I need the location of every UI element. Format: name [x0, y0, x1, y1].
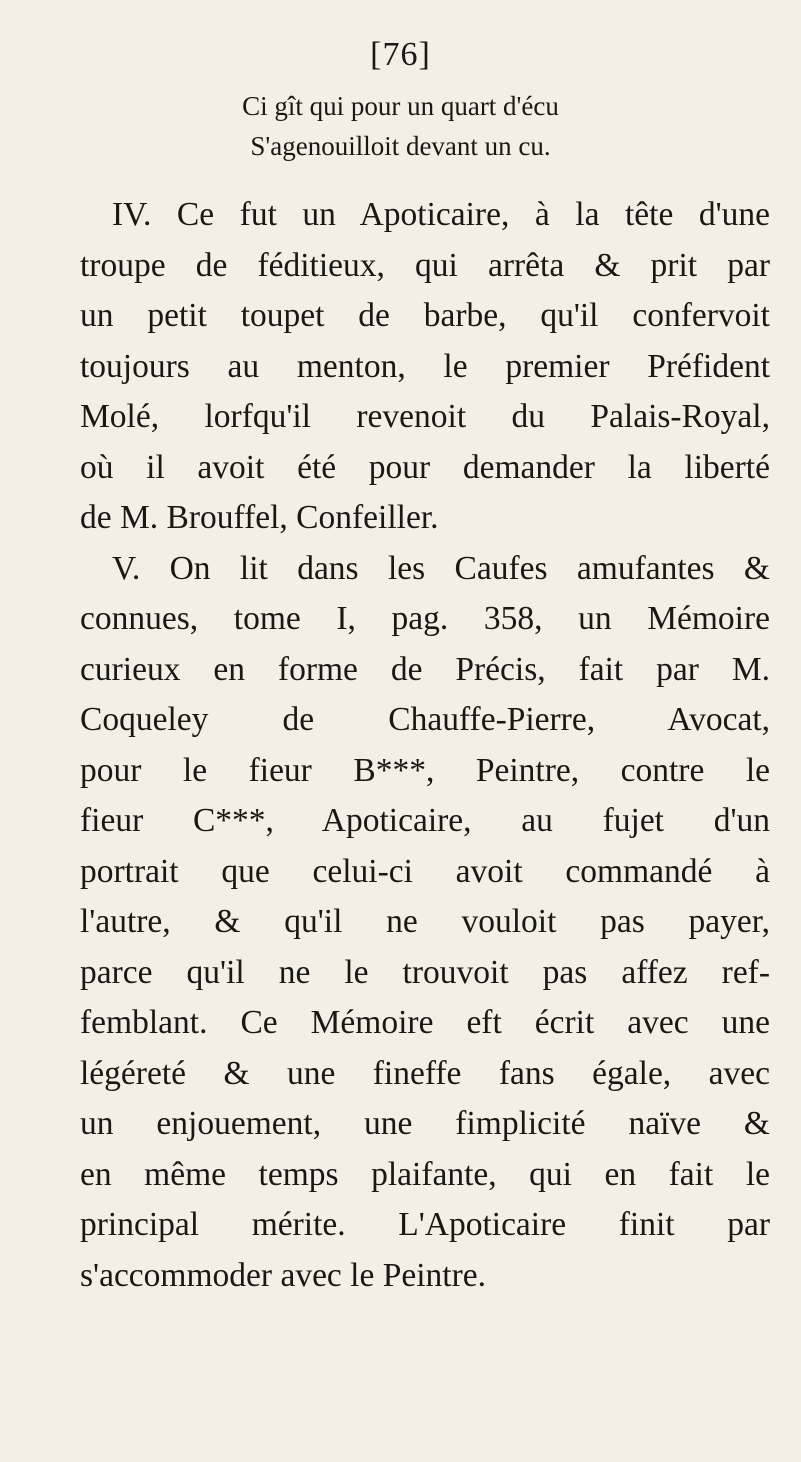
text-line: portrait que celui-ci avoit commandé à — [80, 852, 770, 890]
text-line: où il avoit été pour demander la liberté — [80, 448, 770, 486]
text-line: de M. Brouffel, Confeiller. — [80, 499, 439, 536]
text-line: curieux en forme de Précis, fait par M. — [80, 650, 770, 688]
paragraph-iv — [80, 190, 770, 544]
text-line: fieur C***, Apoticaire, au fujet d'un — [80, 802, 770, 839]
text-line: légéreté & une fineffe fans égale, avec — [80, 1054, 770, 1092]
text-line: s'accommoder avec le Peintre. — [80, 1256, 486, 1294]
main-text — [80, 190, 770, 1301]
text-line: parce qu'il ne le trouvoit pas affez ref- — [80, 953, 770, 991]
text-line: Coqueley de Chauffe-Pierre, Avocat, — [80, 701, 770, 738]
text-line: connues, tome I, pag. 358, un Mémoire — [80, 600, 770, 637]
text-line: toujours au menton, le premier Préfident — [80, 347, 770, 385]
paragraph-v — [80, 544, 770, 1302]
text-line: IV. Ce fut un Apoticaire, à la tête d'une — [112, 196, 770, 233]
text-line: un enjouement, une fimplicité naïve & — [80, 1105, 770, 1142]
epigraph-line-1: Ci gît qui pour un quart d'écu — [242, 91, 559, 121]
text-line: femblant. Ce Mémoire eft écrit avec une — [80, 1004, 770, 1041]
text-line: en même temps plaifante, qui en fait le — [80, 1155, 770, 1193]
text-line: Molé, lorfqu'il revenoit du Palais-Royal, — [80, 398, 770, 435]
text-line: troupe de féditieux, qui arrêta & prit par — [80, 246, 770, 284]
epigraph-line-2: S'agenouilloit devant un cu. — [250, 131, 551, 161]
text-line: l'autre, & qu'il ne vouloit pas payer, — [80, 903, 770, 940]
page-number: [76] — [370, 36, 431, 73]
text-line: un petit toupet de barbe, qu'il confervoit — [80, 297, 770, 334]
text-line: V. On lit dans les Caufes amufantes & — [112, 549, 770, 587]
text-line: principal mérite. L'Apoticaire finit par — [80, 1206, 770, 1243]
text-line: pour le fieur B***, Peintre, contre le — [80, 751, 770, 789]
